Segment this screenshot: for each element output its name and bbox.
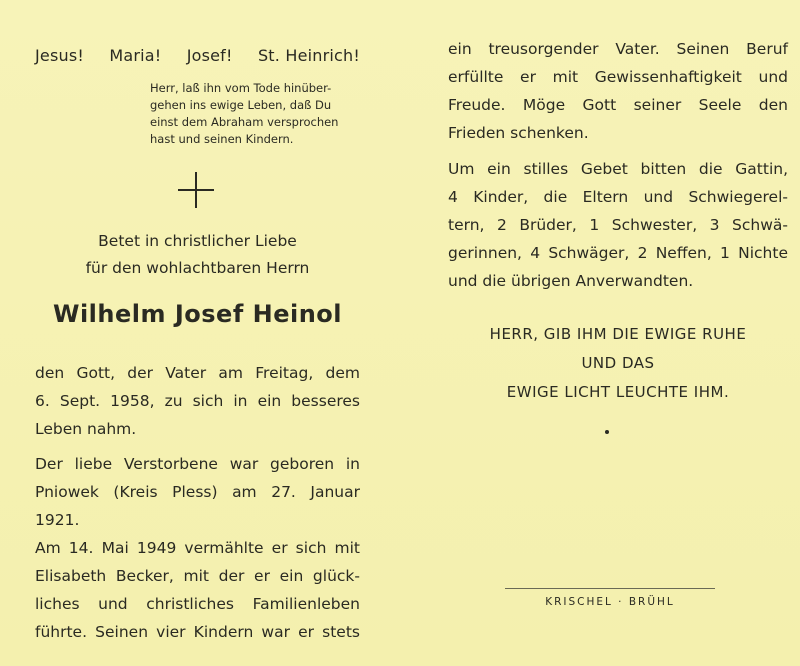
- text-line: tern, 2 Brüder, 1 Schwester, 3 Schwä-: [448, 216, 788, 234]
- text-line: erfüllte er mit Gewissenhaftigkeit und: [448, 68, 788, 86]
- printer-imprint: KRISCHEL · BRÜHL: [545, 596, 675, 608]
- closing-prayer: [448, 320, 788, 407]
- invocation-maria: Maria!: [109, 46, 162, 65]
- closing-line: UND DAS: [581, 354, 655, 372]
- text-line: liches und christliches Familienleben: [35, 595, 360, 613]
- text-line: Am 14. Mai 1949 vermählte er sich mit: [35, 539, 360, 557]
- text-line: und die übrigen Anverwandten.: [448, 272, 694, 290]
- prayer-verse: [150, 80, 360, 148]
- text-line: Elisabeth Becker, mit der er ein glück-: [35, 567, 360, 585]
- closing-line: HERR, GIB IHM DIE EWIGE RUHE: [489, 325, 747, 343]
- text-line: gerinnen, 4 Schwäger, 2 Neffen, 1 Nichte: [448, 244, 788, 262]
- closing-line: EWIGE LICHT LEUCHTE IHM.: [506, 383, 730, 401]
- invocation-line: [35, 46, 360, 65]
- text-line: führte. Seinen vier Kindern war er stets: [35, 623, 360, 641]
- deceased-name: Wilhelm Josef Heinol: [52, 300, 343, 328]
- biography-paragraph: [35, 450, 360, 646]
- text-line: 6. Sept. 1958, zu sich in ein besseres: [35, 392, 360, 410]
- text-line: Leben nahm.: [35, 420, 137, 438]
- text-line: Der liebe Verstorbene war geboren in: [35, 455, 360, 473]
- invocation-st-heinrich: St. Heinrich!: [257, 46, 360, 65]
- text-line: Pniowek (Kreis Pless) am 27. Januar 1921.: [35, 483, 360, 529]
- intro-text: [35, 228, 360, 282]
- text-line: 4 Kinder, die Eltern und Schwiegerel-: [448, 188, 788, 206]
- prayer-line: gehen ins ewige Leben, daß Du: [150, 98, 332, 112]
- biography-continued: [448, 35, 788, 147]
- text-line: Um ein stilles Gebet bitten die Gattin,: [448, 160, 788, 178]
- intro-line: für den wohlachtbaren Herrn: [85, 259, 310, 277]
- prayer-line: Herr, laß ihn vom Tode hinüber-: [150, 81, 332, 95]
- prayer-line: hast und seinen Kindern.: [150, 132, 294, 146]
- text-line: Frieden schenken.: [448, 124, 589, 142]
- prayer-line: einst dem Abraham versprochen: [150, 115, 339, 129]
- death-paragraph: [35, 359, 360, 443]
- family-paragraph: [448, 155, 788, 295]
- intro-line: Betet in christlicher Liebe: [98, 232, 297, 250]
- cross-icon: [178, 172, 214, 208]
- invocation-jesus: Jesus!: [35, 46, 84, 65]
- text-line: den Gott, der Vater am Freitag, dem: [35, 364, 360, 382]
- ornament-dot: [605, 430, 609, 434]
- invocation-josef: Josef!: [186, 46, 233, 65]
- text-line: ein treusorgender Vater. Seinen Beruf: [448, 40, 788, 58]
- text-line: Freude. Möge Gott seiner Seele den: [448, 96, 788, 114]
- divider: [505, 588, 715, 589]
